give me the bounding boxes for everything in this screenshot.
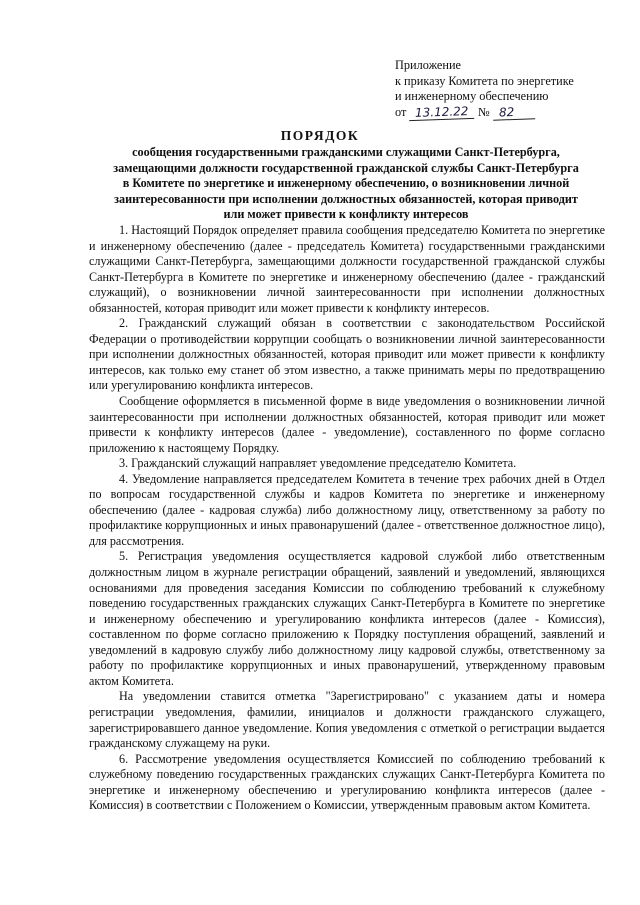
- subtitle-line: или может привести к конфликту интересов: [223, 207, 469, 222]
- paragraph-5-continued: На уведомлении ставится отметка "Зарегистрировано" с указанием даты и номера регистрации уведомления, фамилии, инициалов и должности гражданского служащего, зарегистрировавшего данное уведомление. Копия уведомления с отметкой о регистрации выдается гражданскому служащему на руки.: [89, 689, 605, 751]
- document-subtitle: [86, 145, 606, 223]
- date-prefix: от: [395, 104, 407, 119]
- document-body: [89, 223, 605, 814]
- handwritten-number: 82: [493, 105, 535, 120]
- subtitle-line: в Комитете по энергетике и инженерному обеспечению, о возникновении личной: [122, 176, 570, 191]
- subtitle-line: сообщения государственными гражданскими служащими Санкт-Петербурга,: [132, 145, 560, 159]
- subtitle-line: заинтересованности при исполнении должностных обязанностей, которая приводит: [114, 191, 578, 206]
- paragraph-1: 1. Настоящий Порядок определяет правила сообщения председателю Комитета по энергетике и инженерному обеспечению (далее - председатель Комитета) государственными гражданскими служащими Санкт-Петербурга, замещающими должности государственной гражданской службы Санкт-Петербурга в Комитете по энергетике и инженерному обеспечению (далее - гражданский служащий), о возникновении личной заинтересованности при исполнении должностных обязанностей, которая приводит или может привести к конфликту интересов.: [89, 223, 605, 315]
- appendix-line-1: Приложение: [395, 58, 461, 72]
- paragraph-2: 2. Гражданский служащий обязан в соответствии с законодательством Российской Федерации о противодействии коррупции сообщать о возникновении личной заинтересованности при исполнении должностных обязанностей, которая приводит или может привести к конфликту интересов, как только ему станет об этом известно, а также принимать меры по предотвращению или урегулированию конфликта интересов.: [89, 316, 605, 393]
- appendix-line-3: и инженерному обеспечению: [395, 89, 549, 103]
- paragraph-5: 5. Регистрация уведомления осуществляется кадровой службой либо ответственным должностным лицом в журнале регистрации обращений, заявлений и уведомлений, являющихся основаниями для проведения заседания Комиссии по соблюдению требований к служебному поведению государственных гражданских служащих Санкт-Петербурга в Комитете по энергетике и инженерному обеспечению и урегулированию конфликта интересов (далее - Комиссия), составленном по форме согласно приложению к Порядку поступления обращений, заявлений и уведомлений в кадровую службу либо должностному лицу кадровой службы, ответственному за работу по профилактике коррупционных и иных правонарушений, утвержденному правовым актом Комитета.: [89, 549, 605, 688]
- paragraph-3: 3. Гражданский служащий направляет уведомление председателю Комитета.: [119, 456, 517, 471]
- document-title: ПОРЯДОК: [280, 128, 360, 143]
- paragraph-6: 6. Рассмотрение уведомления осуществляется Комиссией по соблюдению требований к служебному поведению государственных гражданских служащих Санкт-Петербурга Комитета по энергетике и инженерному обеспечению и урегулированию конфликта интересов (далее - Комиссия) в соответствии с Положением о Комиссии, утвержденным правовым актом Комитета.: [89, 751, 605, 813]
- appendix-block: [395, 58, 625, 120]
- appendix-date-line: [395, 105, 625, 121]
- handwritten-date: 13.12.22: [409, 104, 475, 120]
- paragraph-4: 4. Уведомление направляется председателем Комитета в течение трех рабочих дней в Отдел по вопросам государственной службы и кадров Комитета по энергетике и инженерному обеспечению (далее - кадровая служба) либо должностному лицу, ответственному за работу по профилактике коррупционных и иных правонарушений (далее - ответственное должностное лицо), для рассмотрения.: [89, 471, 605, 548]
- subtitle-line: замещающими должности государственной гражданской службы Санкт-Петербурга: [113, 160, 579, 175]
- paragraph-2-continued: Сообщение оформляется в письменной форме в виде уведомления о возникновении личной заинтересованности при исполнении должностных обязанностей, которая приводит или может привести к конфликту интересов (далее - уведомление), составленного по форме согласно приложению к настоящему Порядку.: [89, 394, 605, 455]
- number-prefix: №: [477, 104, 490, 119]
- appendix-line-2: к приказу Комитета по энергетике: [395, 73, 574, 88]
